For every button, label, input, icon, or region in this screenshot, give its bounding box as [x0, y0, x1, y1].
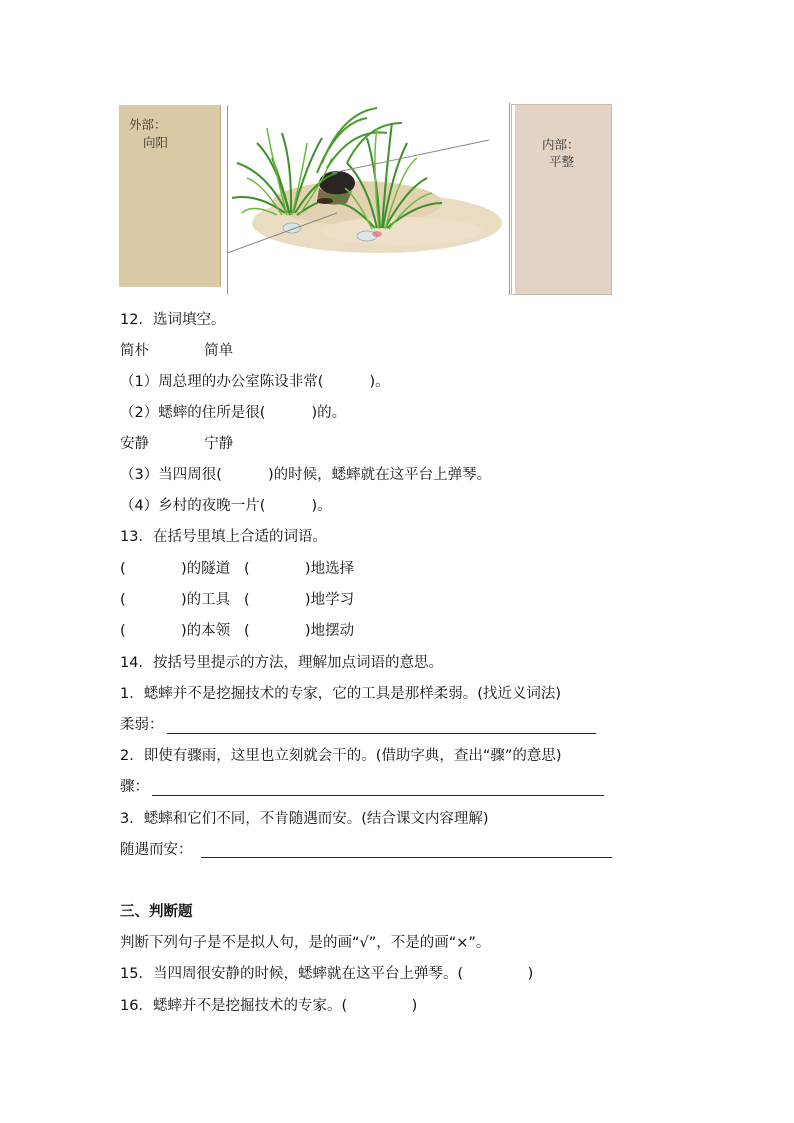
q12-sentence-2: （2）蟋蟀的住所是很( )的。	[120, 405, 347, 421]
q13-row-3: ( )的本领 ( )地摆动	[120, 623, 355, 639]
q13-row-2: ( )的工具 ( )地学习	[120, 592, 355, 608]
inside-title: 内部：	[542, 137, 580, 152]
section-3-heading: 三、判断题	[120, 904, 193, 920]
q12-sentence-1: （1）周总理的办公室陈设非常( )。	[120, 374, 390, 390]
answer-blank-1[interactable]	[167, 733, 596, 734]
q14-answer-label-2: 骤：	[120, 779, 149, 795]
q14-title: 14．按括号里提示的方法，理解加点词语的意思。	[120, 655, 443, 671]
q14-answer-label-3: 随遇而安：	[120, 842, 193, 858]
q13-row-1: ( )的隧道 ( )地选择	[120, 561, 355, 577]
q12-word-pair-2: 安静 宁静	[120, 436, 234, 452]
answer-blank-3[interactable]	[201, 857, 612, 858]
divider-line	[509, 103, 510, 295]
section-3-intro: 判断下列句子是不是拟人句，是的画“√”，不是的画“×”。	[120, 935, 491, 951]
outside-title: 外部：	[129, 117, 167, 132]
q12-sentence-3: （3）当四周很( )的时候，蟋蟀就在这平台上弹琴。	[120, 467, 492, 483]
q13-title: 13．在括号里填上合适的词语。	[120, 529, 327, 545]
q14-item-3: 3．蟋蟀和它们不同，不肯随遇而安。(结合课文内容理解)	[120, 811, 489, 827]
q14-answer-label-1: 柔弱：	[120, 717, 164, 733]
q14-item-1: 1．蟋蟀并不是挖掘技术的专家，它的工具是那样柔弱。(找近义词法)	[120, 686, 562, 702]
cricket-house-figure	[119, 103, 611, 295]
outside-value: 向阳	[143, 135, 169, 150]
outside-label-panel	[119, 105, 221, 287]
inside-value: 平整	[549, 154, 575, 169]
q12-sentence-4: （4）乡村的夜晚一片( )。	[120, 498, 332, 514]
q16-statement: 16．蟋蟀并不是挖掘技术的专家。( )	[120, 998, 418, 1014]
q12-word-pair-1: 简朴 简单	[120, 343, 234, 359]
q14-item-2: 2．即使有骤雨，这里也立刻就会干的。(借助字典，查出“骤”的意思)	[120, 748, 562, 764]
inside-label-panel	[512, 105, 611, 294]
q12-title: 12．选词填空。	[120, 312, 226, 328]
answer-blank-2[interactable]	[152, 795, 604, 796]
q15-statement: 15．当四周很安静的时候，蟋蟀就在这平台上弹琴。( )	[120, 966, 534, 982]
cricket-burrow-illustration	[227, 103, 509, 295]
